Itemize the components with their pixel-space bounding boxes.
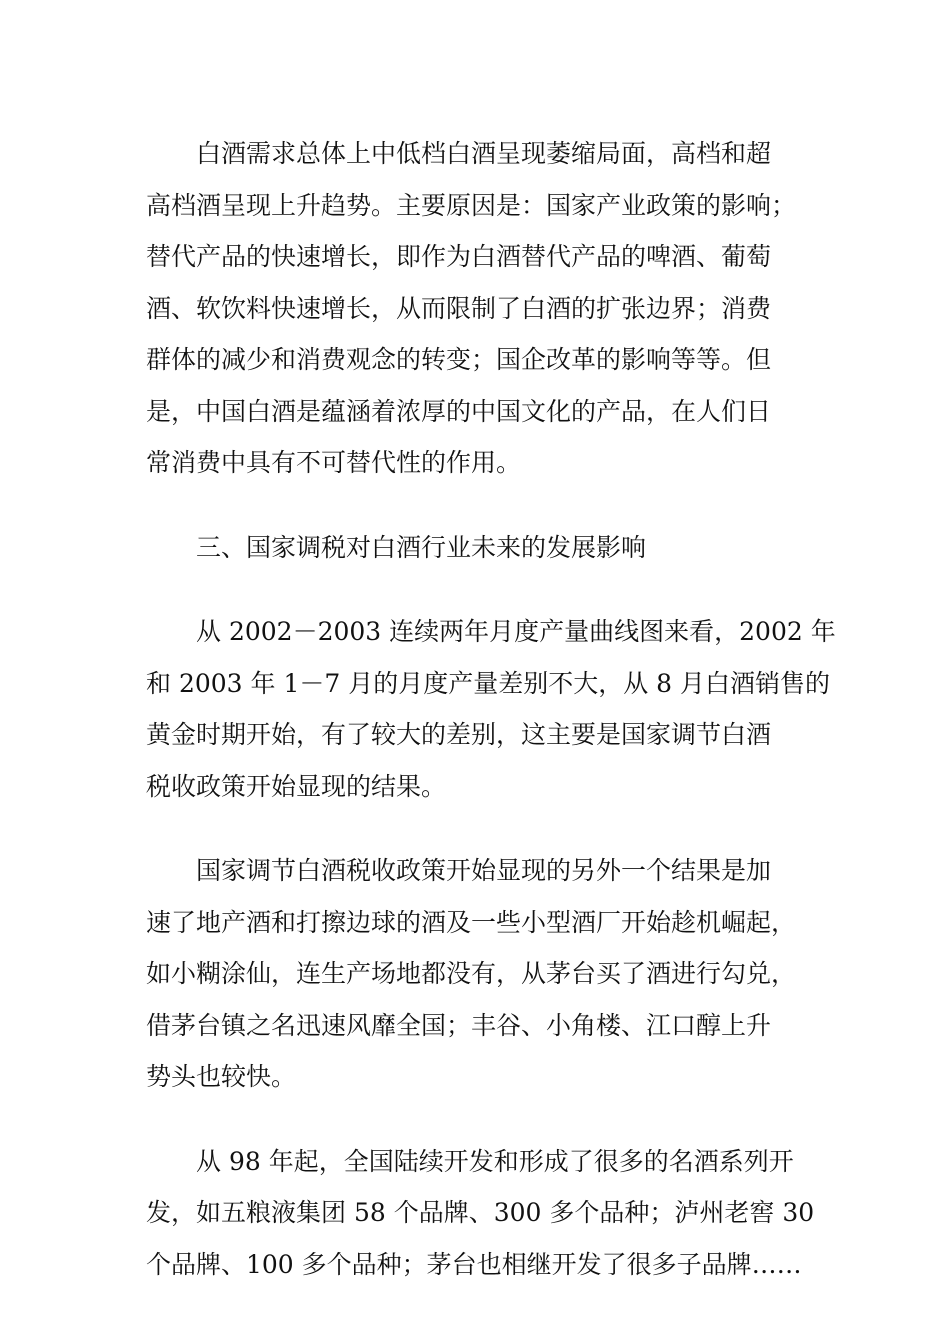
text-line: 势头也较快。 <box>146 1062 297 1091</box>
text-line: 群体的减少和消费观念的转变；国企改革的影响等等。但 <box>146 345 772 374</box>
text-line: 替代产品的快速增长，即作为白酒替代产品的啤酒、葡萄 <box>146 242 772 271</box>
text-line: 常消费中具有不可替代性的作用。 <box>146 448 522 477</box>
text-line: 和 2003 年 1－7 月的月度产量差别不大，从 8 月白酒销售的 <box>146 668 831 698</box>
text-line: 国家调节白酒税收政策开始显现的另外一个结果是加 <box>196 856 772 885</box>
document-body <box>146 128 836 1323</box>
text-line: 从 98 年起，全国陆续开发和形成了很多的名酒系列开 <box>196 1146 794 1176</box>
text-line: 借茅台镇之名迅速风靡全国；丰谷、小角楼、江口醇上升 <box>146 1010 772 1040</box>
paragraph-brand-series <box>146 1136 815 1291</box>
text-line: 如小糊涂仙，连生产场地都没有，从茅台买了酒进行勾兑， <box>146 959 797 988</box>
text-line: 速了地产酒和打擦边球的酒及一些小型酒厂开始趁机崛起， <box>146 907 797 937</box>
text-line: 酒、软饮料快速增长，从而限制了白酒的扩张边界；消费 <box>146 293 772 323</box>
text-line: 高档酒呈现上升趋势。主要原因是：国家产业政策的影响； <box>146 190 797 220</box>
text-line: 白酒需求总体上中低档白酒呈现萎缩局面，高档和超 <box>196 139 772 168</box>
text-line: 黄金时期开始，有了较大的差别，这主要是国家调节白酒 <box>146 720 772 749</box>
text-line: 税收政策开始显现的结果。 <box>146 771 447 801</box>
text-line: 个品牌、100 多个品种；茅台也相继开发了很多子品牌…… <box>146 1249 802 1279</box>
paragraph-local-liquor <box>146 845 802 1103</box>
paragraph-monthly-output <box>146 606 836 812</box>
paragraph-liquor-demand <box>146 128 802 489</box>
text-line: 发，如五粮液集团 58 个品牌、300 多个品种；泸州老窖 30 <box>146 1198 815 1227</box>
text-line: 从 2002－2003 连续两年月度产量曲线图来看，2002 年 <box>196 617 836 646</box>
text-line: 是，中国白酒是蕴涵着浓厚的中国文化的产品，在人们日 <box>146 396 772 426</box>
section-heading: 三、国家调税对白酒行业未来的发展影响 <box>196 532 647 562</box>
